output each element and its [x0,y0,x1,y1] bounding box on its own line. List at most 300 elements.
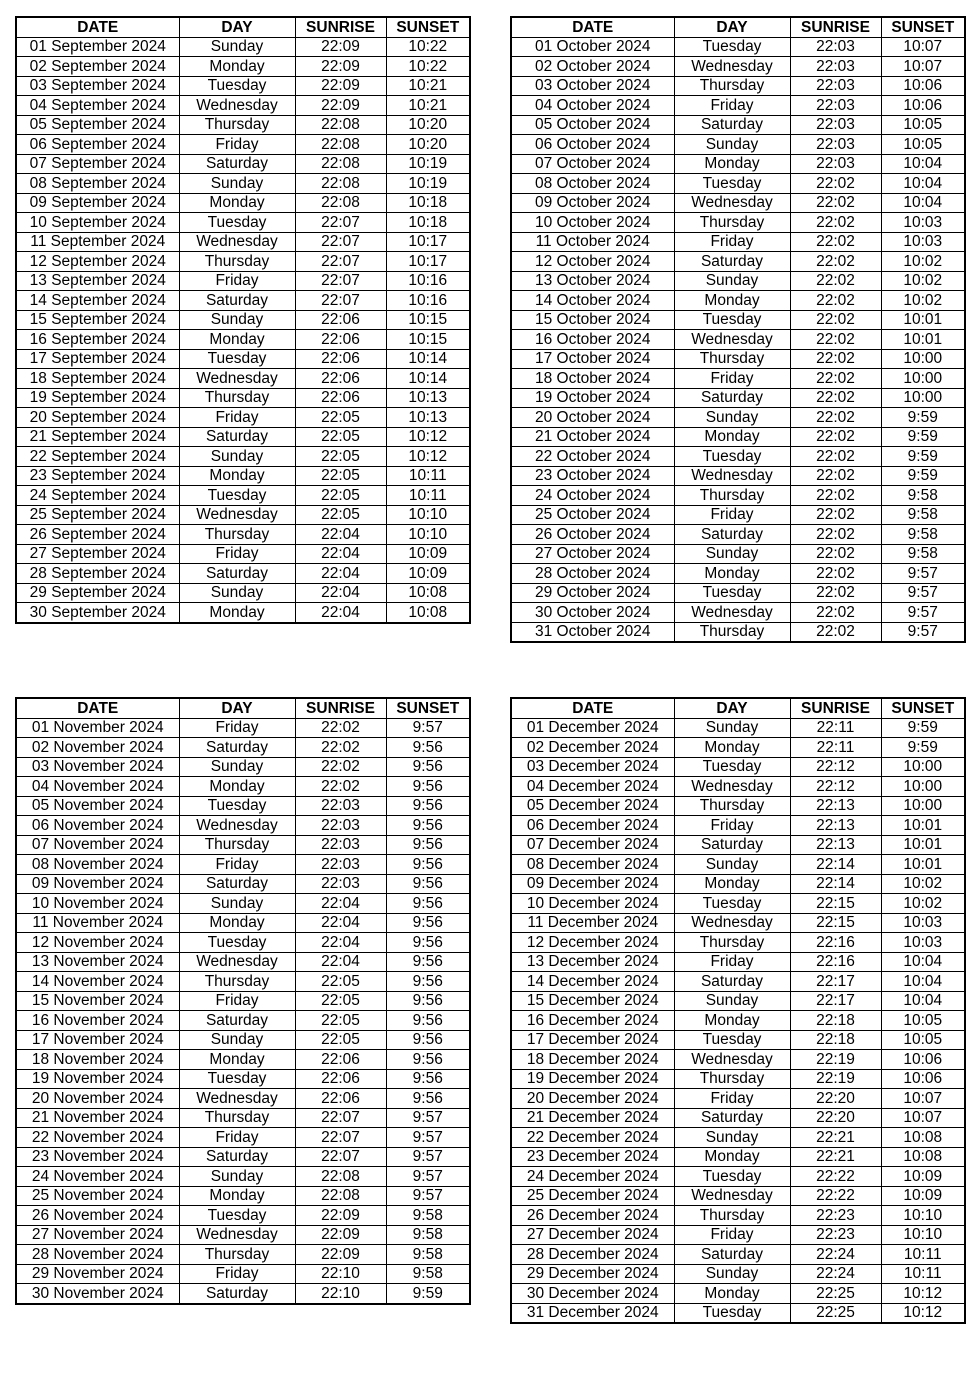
sunset-cell: 9:56 [386,952,470,972]
sunrise-cell: 22:05 [295,408,386,428]
day-cell: Friday [674,1225,790,1245]
sunset-cell: 9:58 [386,1225,470,1245]
table-row [511,135,965,155]
table-row [16,57,470,77]
day-cell: Wednesday [674,1050,790,1070]
sunrise-cell: 22:09 [295,1225,386,1245]
table-row [511,505,965,525]
day-cell: Thursday [674,349,790,369]
sunrise-cell: 22:02 [790,427,881,447]
day-cell: Saturday [179,1284,295,1304]
sunrise-cell: 22:06 [295,1069,386,1089]
day-cell: Thursday [179,972,295,992]
date-cell: 09 November 2024 [16,874,179,894]
sunset-cell: 10:06 [881,1050,965,1070]
sunrise-cell: 22:08 [295,174,386,194]
table-row [16,466,470,486]
table-row [16,583,470,603]
sunset-cell: 10:12 [386,447,470,467]
table-row [511,913,965,933]
table-row [511,1069,965,1089]
sunset-cell: 10:09 [386,544,470,564]
table-row [16,952,470,972]
sunrise-header: SUNRISE [295,698,386,718]
table-row [16,796,470,816]
sunset-cell: 10:21 [386,76,470,96]
table-row [16,1089,470,1109]
day-cell: Tuesday [674,583,790,603]
table-row [511,349,965,369]
day-cell: Monday [179,1186,295,1206]
table-row [511,933,965,953]
sunrise-cell: 22:24 [790,1245,881,1265]
table-row [16,427,470,447]
table-row [511,310,965,330]
sunrise-cell: 22:05 [295,972,386,992]
date-cell: 05 September 2024 [16,115,179,135]
sunset-cell: 9:56 [386,1050,470,1070]
table-row [511,486,965,506]
date-cell: 19 November 2024 [16,1069,179,1089]
table-row [511,564,965,584]
day-cell: Thursday [179,1245,295,1265]
date-cell: 06 November 2024 [16,816,179,836]
date-cell: 07 December 2024 [511,835,674,855]
sunset-cell: 10:17 [386,232,470,252]
date-cell: 17 November 2024 [16,1030,179,1050]
date-cell: 26 September 2024 [16,525,179,545]
sunset-cell: 10:15 [386,330,470,350]
sunrise-cell: 22:24 [790,1264,881,1284]
day-cell: Tuesday [179,349,295,369]
date-cell: 08 December 2024 [511,855,674,875]
sunset-cell: 10:04 [881,193,965,213]
table-row [511,427,965,447]
sunset-cell: 10:06 [881,76,965,96]
day-cell: Sunday [674,135,790,155]
table-row [511,757,965,777]
sunrise-cell: 22:02 [790,603,881,623]
sunset-cell: 10:20 [386,115,470,135]
sunrise-cell: 22:11 [790,718,881,738]
sunset-cell: 9:59 [881,466,965,486]
table-row [16,913,470,933]
sunrise-cell: 22:13 [790,835,881,855]
day-cell: Monday [179,1050,295,1070]
sunset-cell: 10:00 [881,349,965,369]
sunrise-cell: 22:02 [790,369,881,389]
sunset-cell: 9:57 [386,1186,470,1206]
date-cell: 27 September 2024 [16,544,179,564]
date-cell: 04 September 2024 [16,96,179,116]
table-row [511,232,965,252]
sunrise-cell: 22:05 [295,1011,386,1031]
table-row [16,718,470,738]
sunset-cell: 10:09 [881,1167,965,1187]
sunset-cell: 10:02 [881,894,965,914]
table-row [511,1303,965,1323]
day-cell: Sunday [674,855,790,875]
day-cell: Monday [674,154,790,174]
november-sun-table [15,697,471,1305]
table-row [16,1264,470,1284]
sunset-cell: 10:04 [881,174,965,194]
day-cell: Friday [179,1128,295,1148]
date-cell: 03 November 2024 [16,757,179,777]
date-cell: 20 September 2024 [16,408,179,428]
table-row [511,37,965,57]
date-cell: 13 October 2024 [511,271,674,291]
table-row [16,213,470,233]
table-row [511,777,965,797]
sunrise-cell: 22:23 [790,1206,881,1226]
table-row [511,816,965,836]
sunrise-cell: 22:04 [295,933,386,953]
table-row [511,855,965,875]
date-cell: 12 October 2024 [511,252,674,272]
date-cell: 08 October 2024 [511,174,674,194]
date-cell: 10 December 2024 [511,894,674,914]
day-cell: Friday [179,408,295,428]
day-cell: Friday [179,271,295,291]
day-cell: Wednesday [179,1089,295,1109]
day-cell: Saturday [179,874,295,894]
sunrise-cell: 22:02 [790,310,881,330]
table-row [511,952,965,972]
day-cell: Tuesday [179,1206,295,1226]
day-cell: Saturday [179,738,295,758]
sunset-cell: 10:11 [881,1245,965,1265]
table-row [511,174,965,194]
table-row [511,291,965,311]
day-cell: Wednesday [674,193,790,213]
day-cell: Wednesday [674,603,790,623]
date-cell: 17 September 2024 [16,349,179,369]
sunset-cell: 9:58 [386,1245,470,1265]
date-cell: 24 November 2024 [16,1167,179,1187]
date-cell: 30 October 2024 [511,603,674,623]
day-cell: Sunday [179,757,295,777]
table-row [16,525,470,545]
sunrise-cell: 22:05 [295,447,386,467]
sunset-cell: 10:13 [386,388,470,408]
sunrise-cell: 22:04 [295,564,386,584]
sunrise-cell: 22:03 [790,57,881,77]
date-cell: 06 September 2024 [16,135,179,155]
sunrise-cell: 22:18 [790,1011,881,1031]
day-cell: Sunday [674,1264,790,1284]
day-cell: Tuesday [179,933,295,953]
sunrise-cell: 22:03 [790,115,881,135]
table-row [16,1128,470,1148]
sunset-cell: 10:00 [881,796,965,816]
sunset-cell: 10:03 [881,913,965,933]
sunrise-cell: 22:08 [295,193,386,213]
date-cell: 15 November 2024 [16,991,179,1011]
sunrise-header: SUNRISE [790,698,881,718]
sunset-cell: 10:08 [386,583,470,603]
sunset-cell: 9:58 [881,525,965,545]
table-row [511,330,965,350]
sunrise-cell: 22:08 [295,154,386,174]
sunrise-cell: 22:14 [790,855,881,875]
table-row [16,174,470,194]
table-row [511,603,965,623]
sunset-cell: 10:19 [386,154,470,174]
sunrise-cell: 22:03 [295,796,386,816]
day-cell: Saturday [674,115,790,135]
day-cell: Saturday [179,564,295,584]
sunset-cell: 10:05 [881,135,965,155]
date-cell: 22 September 2024 [16,447,179,467]
day-cell: Tuesday [674,1030,790,1050]
day-cell: Friday [674,505,790,525]
table-row [511,718,965,738]
table-row [16,408,470,428]
table-header-row [511,698,965,718]
day-cell: Thursday [179,388,295,408]
sunset-cell: 9:58 [386,1264,470,1284]
sunrise-cell: 22:21 [790,1147,881,1167]
sunset-cell: 10:12 [881,1284,965,1304]
day-cell: Friday [674,232,790,252]
date-cell: 12 December 2024 [511,933,674,953]
day-cell: Wednesday [674,466,790,486]
day-cell: Saturday [674,252,790,272]
day-header: DAY [674,17,790,37]
day-cell: Wednesday [674,913,790,933]
table-row [16,232,470,252]
sunrise-cell: 22:02 [790,544,881,564]
sunset-cell: 9:56 [386,816,470,836]
table-row [16,37,470,57]
sunrise-cell: 22:05 [295,505,386,525]
sunrise-cell: 22:05 [295,466,386,486]
sunset-cell: 9:59 [881,718,965,738]
day-cell: Tuesday [674,757,790,777]
sunset-cell: 10:08 [386,603,470,623]
sunrise-cell: 22:18 [790,1030,881,1050]
sunrise-cell: 22:02 [295,718,386,738]
table-row [511,57,965,77]
date-cell: 16 October 2024 [511,330,674,350]
sunset-cell: 10:19 [386,174,470,194]
sunrise-cell: 22:17 [790,972,881,992]
sunrise-cell: 22:02 [790,252,881,272]
table-row [511,96,965,116]
sunset-cell: 10:11 [386,466,470,486]
date-cell: 04 November 2024 [16,777,179,797]
date-cell: 22 November 2024 [16,1128,179,1148]
sunset-cell: 9:57 [386,1108,470,1128]
day-cell: Tuesday [179,1069,295,1089]
date-cell: 22 December 2024 [511,1128,674,1148]
sunrise-cell: 22:10 [295,1264,386,1284]
table-row [511,835,965,855]
date-cell: 02 September 2024 [16,57,179,77]
table-row [511,408,965,428]
table-row [511,1167,965,1187]
date-cell: 29 October 2024 [511,583,674,603]
sunrise-cell: 22:09 [295,37,386,57]
day-cell: Tuesday [179,213,295,233]
sunset-cell: 9:59 [881,738,965,758]
sunrise-cell: 22:07 [295,252,386,272]
date-cell: 12 September 2024 [16,252,179,272]
day-cell: Wednesday [179,369,295,389]
date-cell: 11 October 2024 [511,232,674,252]
date-cell: 30 November 2024 [16,1284,179,1304]
table-header-row [511,17,965,37]
date-cell: 21 November 2024 [16,1108,179,1128]
sunrise-cell: 22:03 [295,874,386,894]
table-row [16,1186,470,1206]
day-header: DAY [179,17,295,37]
table-row [16,933,470,953]
sunset-cell: 10:01 [881,816,965,836]
date-cell: 28 September 2024 [16,564,179,584]
date-cell: 30 September 2024 [16,603,179,623]
date-cell: 15 December 2024 [511,991,674,1011]
day-cell: Monday [179,913,295,933]
table-row [511,622,965,642]
date-cell: 13 December 2024 [511,952,674,972]
date-cell: 23 September 2024 [16,466,179,486]
sunset-cell: 10:10 [386,505,470,525]
sunset-cell: 10:04 [881,991,965,1011]
october-sun-table [510,16,966,643]
sunset-cell: 10:16 [386,271,470,291]
table-row [16,1069,470,1089]
date-cell: 18 November 2024 [16,1050,179,1070]
sunrise-cell: 22:25 [790,1303,881,1323]
date-cell: 24 October 2024 [511,486,674,506]
day-cell: Wednesday [179,232,295,252]
table-row [16,369,470,389]
sunrise-cell: 22:02 [790,291,881,311]
sunset-cell: 9:56 [386,933,470,953]
date-cell: 20 November 2024 [16,1089,179,1109]
day-cell: Sunday [179,37,295,57]
date-cell: 22 October 2024 [511,447,674,467]
table-row [16,310,470,330]
date-cell: 29 September 2024 [16,583,179,603]
sunrise-cell: 22:04 [295,544,386,564]
date-cell: 15 October 2024 [511,310,674,330]
date-cell: 15 September 2024 [16,310,179,330]
table-row [511,544,965,564]
table-row [16,96,470,116]
sunset-cell: 10:11 [881,1264,965,1284]
sunrise-cell: 22:15 [790,894,881,914]
table-row [511,1011,965,1031]
table-row [16,135,470,155]
day-cell: Friday [179,855,295,875]
sunset-cell: 10:03 [881,232,965,252]
table-row [511,388,965,408]
table-row [511,466,965,486]
date-cell: 01 November 2024 [16,718,179,738]
date-cell: 03 December 2024 [511,757,674,777]
sunrise-cell: 22:02 [790,447,881,467]
sunset-cell: 10:03 [881,213,965,233]
table-row [16,486,470,506]
sunrise-cell: 22:03 [295,816,386,836]
sunrise-cell: 22:02 [790,622,881,642]
table-row [16,874,470,894]
date-cell: 09 September 2024 [16,193,179,213]
sunrise-cell: 22:02 [790,349,881,369]
sunrise-cell: 22:17 [790,991,881,1011]
day-cell: Monday [179,57,295,77]
sunset-cell: 10:21 [386,96,470,116]
table-row [16,564,470,584]
date-cell: 01 September 2024 [16,37,179,57]
day-cell: Monday [674,1284,790,1304]
sunset-cell: 10:05 [881,1011,965,1031]
date-cell: 07 November 2024 [16,835,179,855]
day-cell: Monday [179,777,295,797]
table-row [511,369,965,389]
table-row [16,349,470,369]
sunset-cell: 9:57 [881,583,965,603]
table-row [16,777,470,797]
sunset-cell: 9:57 [386,1128,470,1148]
table-row [16,388,470,408]
table-row [16,1050,470,1070]
date-cell: 09 October 2024 [511,193,674,213]
sunset-cell: 9:57 [386,718,470,738]
day-cell: Monday [674,291,790,311]
table-row [511,213,965,233]
table-row [511,193,965,213]
sunset-cell: 10:04 [881,952,965,972]
sunset-cell: 10:06 [881,96,965,116]
sunset-cell: 10:10 [386,525,470,545]
date-header: DATE [16,698,179,718]
sunset-cell: 10:05 [881,1030,965,1050]
day-header: DAY [179,698,295,718]
date-cell: 05 October 2024 [511,115,674,135]
day-cell: Tuesday [674,1167,790,1187]
date-cell: 21 December 2024 [511,1108,674,1128]
table-row [16,1284,470,1304]
date-cell: 06 December 2024 [511,816,674,836]
sunrise-cell: 22:06 [295,310,386,330]
day-cell: Wednesday [674,57,790,77]
sunrise-cell: 22:04 [295,583,386,603]
day-cell: Tuesday [674,894,790,914]
sunset-cell: 9:56 [386,796,470,816]
date-cell: 31 October 2024 [511,622,674,642]
sunset-cell: 10:00 [881,757,965,777]
day-cell: Thursday [179,525,295,545]
date-header: DATE [16,17,179,37]
date-cell: 05 December 2024 [511,796,674,816]
sunset-cell: 10:10 [881,1225,965,1245]
sunset-cell: 10:08 [881,1147,965,1167]
date-cell: 11 September 2024 [16,232,179,252]
day-cell: Tuesday [674,1303,790,1323]
sunrise-cell: 22:12 [790,777,881,797]
day-cell: Saturday [674,972,790,992]
date-cell: 02 October 2024 [511,57,674,77]
table-row [16,1167,470,1187]
table-row [511,1147,965,1167]
sunset-cell: 9:56 [386,991,470,1011]
day-cell: Monday [179,603,295,623]
sunset-cell: 9:56 [386,1069,470,1089]
